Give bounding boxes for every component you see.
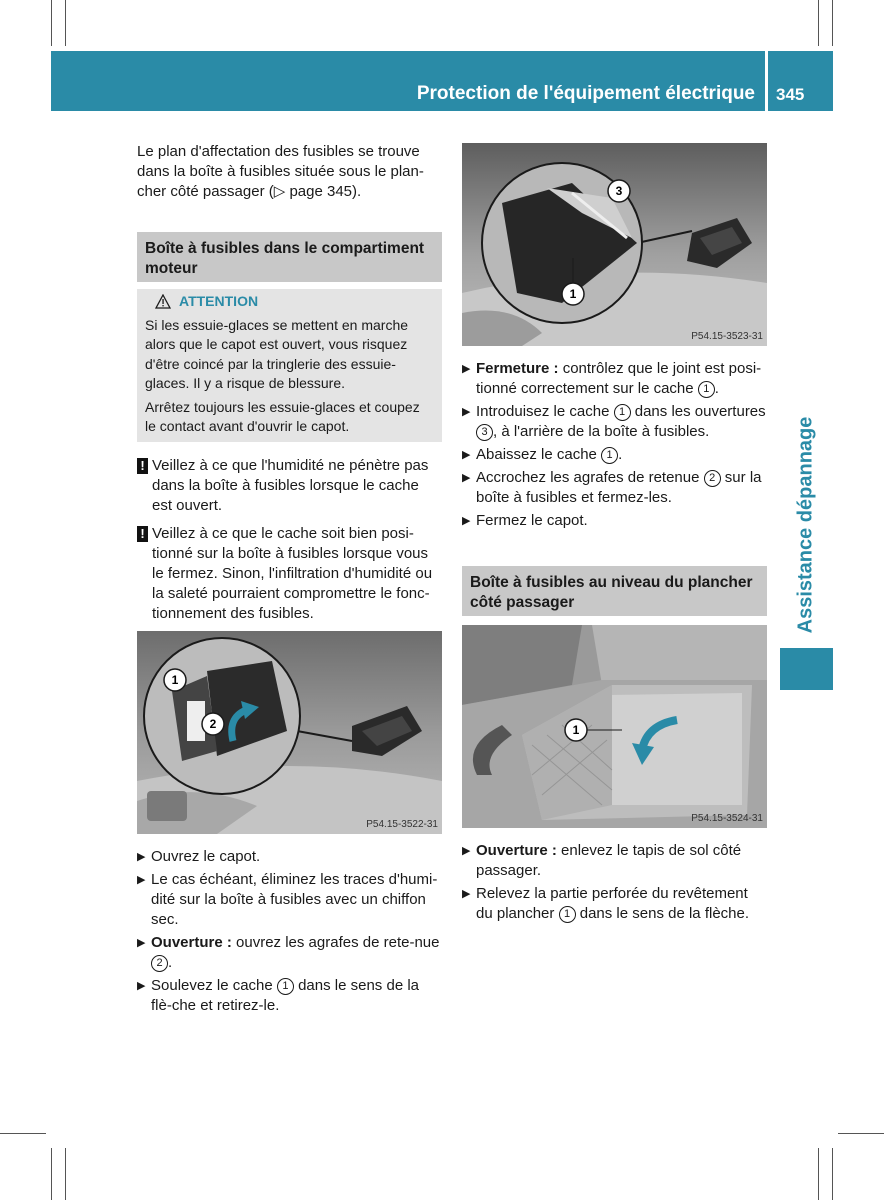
crop-mark bbox=[832, 1148, 833, 1200]
warning-header bbox=[155, 292, 434, 312]
bullet-arrow-icon: ▶ bbox=[137, 874, 146, 886]
page-header bbox=[51, 51, 765, 111]
bullet-arrow-icon: ▶ bbox=[137, 851, 146, 863]
list-item: ▶ Ouverture : ouvrez les agrafes de rete-nue 2 . bbox=[137, 934, 440, 971]
list-item: ▶ Le cas échéant, éliminez les traces d'humi-dité sur la boîte à fusibles avec un chiffon sec. bbox=[137, 871, 438, 928]
steps-list-open bbox=[137, 847, 443, 1019]
callout-1: 1 bbox=[171, 673, 179, 687]
engine-fusebox-close-photo bbox=[462, 143, 767, 346]
list-item: ▶ Introduisez le cache 1 dans les ouvertures 3 , à l'arrière de la boîte à fusibles. bbox=[462, 403, 766, 440]
callout-3: 3 bbox=[615, 184, 623, 198]
callout-number: 1 bbox=[614, 404, 631, 421]
bullet-arrow-icon: ▶ bbox=[462, 363, 471, 375]
callout-number: 3 bbox=[476, 424, 493, 441]
bullet-arrow-icon: ▶ bbox=[137, 937, 146, 949]
callout-1: 1 bbox=[569, 287, 577, 301]
bullet-arrow-icon: ▶ bbox=[462, 845, 471, 857]
steps-list-close bbox=[462, 359, 768, 534]
engine-fusebox-photo bbox=[137, 631, 442, 834]
crop-mark bbox=[838, 1133, 884, 1134]
warning-text-2: Arrêtez toujours les essuie-glaces et coupez le contact avant d'ouvrir le capot. bbox=[145, 398, 420, 434]
bullet-arrow-icon: ▶ bbox=[137, 980, 146, 992]
floor-fusebox-illustration bbox=[462, 625, 767, 828]
page-number-box bbox=[768, 51, 833, 111]
crop-mark bbox=[51, 0, 52, 46]
crop-mark bbox=[0, 1133, 46, 1134]
image-code: P54.15-3524-31 bbox=[691, 813, 763, 824]
callout-number: 1 bbox=[698, 381, 715, 398]
section-heading-engine: Boîte à fusibles dans le compartiment moteur bbox=[137, 232, 442, 282]
steps-list-floor bbox=[462, 841, 768, 927]
side-tab-label: Assistance dépannage bbox=[794, 416, 817, 634]
page-number: 345 bbox=[776, 85, 805, 104]
callout-1: 1 bbox=[572, 723, 580, 737]
image-code: P54.15-3523-31 bbox=[691, 331, 763, 342]
exclamation-icon: ! bbox=[137, 526, 148, 542]
page-title: Protection de l'équipement électrique bbox=[416, 83, 755, 104]
note-cover-position bbox=[137, 524, 442, 624]
list-item: ▶ Ouverture : enlevez le tapis de sol côté passager. bbox=[462, 842, 742, 879]
bullet-arrow-icon: ▶ bbox=[462, 515, 471, 527]
crop-mark bbox=[818, 0, 819, 46]
warning-triangle-icon bbox=[155, 294, 171, 309]
note-text: Veillez à ce que l'humidité ne pénètre pas dans la boîte à fusibles lorsque le cache est ouvert. bbox=[152, 457, 429, 514]
side-tab bbox=[780, 648, 833, 690]
warning-box bbox=[137, 289, 442, 442]
warning-text-1: Si les essuie-glaces se mettent en marche alors que le capot est ouvert, vous risquez d'être coincé par la tringlerie des essuie-glaces. Il y a risque de blessure. bbox=[145, 316, 409, 391]
engine-fusebox-close-illustration bbox=[462, 143, 767, 346]
intro-paragraph: Le plan d'affectation des fusibles se trouve dans la boîte à fusibles située sous le plan-cher côté passager (▷ page 345). bbox=[137, 143, 424, 200]
bullet-arrow-icon: ▶ bbox=[462, 449, 471, 461]
floor-fusebox-photo bbox=[462, 625, 767, 828]
engine-fusebox-illustration bbox=[137, 631, 442, 834]
callout-number: 2 bbox=[151, 955, 168, 972]
note-text: Veillez à ce que le cache soit bien posi-tionné sur la boîte à fusibles lorsque vous le fermez. Sinon, l'infiltration d'humidité ou la saleté pourraient compromettre le fonc-tionnement des fusibles. bbox=[152, 525, 433, 622]
bullet-arrow-icon: ▶ bbox=[462, 888, 471, 900]
list-item: ▶ Fermeture : contrôlez que le joint est posi-tionné correctement sur le cache 1 . bbox=[462, 360, 762, 397]
callout-number: 1 bbox=[559, 906, 576, 923]
callout-number: 2 bbox=[704, 470, 721, 487]
crop-mark bbox=[818, 1148, 819, 1200]
image-code: P54.15-3522-31 bbox=[366, 819, 438, 830]
list-item: ▶ Accrochez les agrafes de retenue 2 sur la boîte à fusibles et fermez-les. bbox=[462, 469, 762, 506]
crop-mark bbox=[51, 1148, 52, 1200]
crop-mark bbox=[65, 0, 66, 46]
note-humidity bbox=[137, 456, 442, 516]
section-heading-floor: Boîte à fusibles au niveau du plancher côté passager bbox=[462, 566, 767, 616]
list-item: ▶ Ouvrez le capot. bbox=[137, 848, 261, 865]
callout-2: 2 bbox=[209, 717, 217, 731]
list-item: ▶ Soulevez le cache 1 dans le sens de la flè-che et retirez-le. bbox=[137, 977, 420, 1014]
bullet-arrow-icon: ▶ bbox=[462, 472, 471, 484]
list-item: ▶ Relevez la partie perforée du revêtement du plancher 1 dans le sens de la flèche. bbox=[462, 885, 750, 922]
bullet-arrow-icon: ▶ bbox=[462, 406, 471, 418]
warning-title: ATTENTION bbox=[179, 293, 259, 309]
crop-mark bbox=[65, 1148, 66, 1200]
list-item: ▶ Fermez le capot. bbox=[462, 512, 588, 529]
list-item: ▶ Abaissez le cache 1 . bbox=[462, 446, 623, 463]
exclamation-icon: ! bbox=[137, 458, 148, 474]
callout-number: 1 bbox=[601, 447, 618, 464]
crop-mark bbox=[832, 0, 833, 46]
callout-number: 1 bbox=[277, 978, 294, 995]
